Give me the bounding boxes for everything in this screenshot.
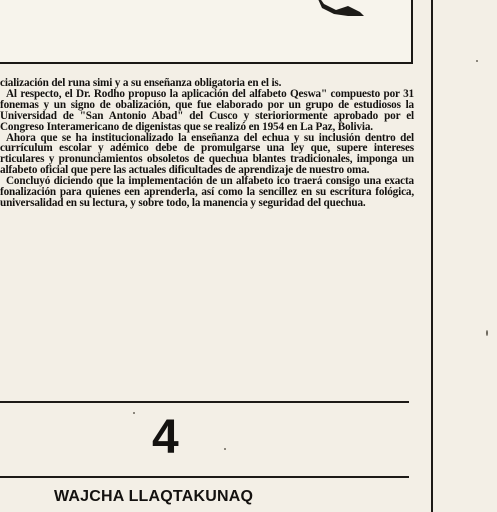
divider-top [0,401,409,403]
article-paragraph: Concluyó diciendo que la implementación de un alfabeto ico traerá consigo una exacta fonalización para quienes een aprenderla, así como la sencillez en su escritura fológica, universalidad en su lectura, y sobre todo, la manencia y seguridad del quechua. [0,175,414,209]
print-speck [133,412,135,414]
article-paragraph: Ahora que se ha institucionalizado la enseñanza del echua y su inclusión dentro del currículum escolar y adémico debe de promulgarse una ley que, supere intereses rticulares y pronunciamientos obsoletos de quechua blantes tradicionales, imponga un alfabeto oficial que pere las actuales dificultades de aprendizaje de nuestro oma. [0,131,414,177]
page-number: 4 [152,411,179,464]
illustration-fragment [308,0,368,16]
article-paragraph: cialización del runa simi y a su enseñanza obligatoria en el is. [0,77,282,89]
footer-title: WAJCHA LLAQTAKUNAQ [54,488,254,505]
column-rule [431,0,433,512]
article-column [0,78,414,209]
print-speck [224,448,226,450]
print-speck [486,330,488,336]
article-paragraph: Al respecto, el Dr. Rodho propuso la aplicación del alfabeto Qeswa" compuesto por 31 fonemas y un signo de obalización, que fue elaborado por un grupo de estudiosos la Universidad de "San Antonio Abad" del Cusco y sterioriormente aprobado por el Congreso Interamericano de digenistas que se realizó en 1954 en La Paz, Bolivia. [0,87,414,133]
divider-bottom [0,476,409,478]
illustration-frame [0,0,413,64]
print-speck [476,60,478,62]
